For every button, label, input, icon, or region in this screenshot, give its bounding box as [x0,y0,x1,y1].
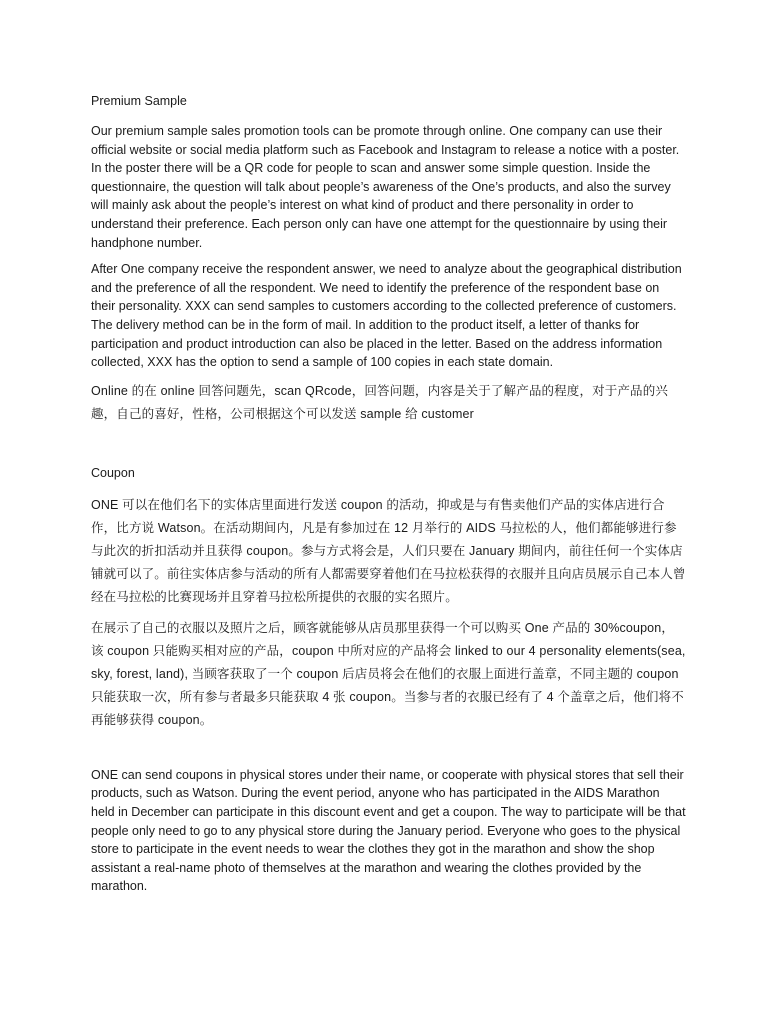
premium-sample-paragraph-1: Our premium sample sales promotion tools can be promote through online. One company can use their official website or social media platform such as Facebook and Instagram to release a notice with a poster. In the poster there will be a QR code for people to scan and answer some simple question. Inside the questionnaire, the question will talk about people’s awareness of the One’s products, and also the survey will mainly ask about the people’s interest on what kind of product and there personality in order to understand their preference. Each person only can have one attempt for the questionnaire by using their handphone number. [91,124,680,250]
section-heading-coupon: Coupon [91,465,135,480]
coupon-paragraph-2: 在展示了自己的衣服以及照片之后，顾客就能够从店员那里获得一个可以购买 One 产品的 30%coupon，该 coupon 只能购买相对应的产品，coupon 中所对应的产品将会 linked to our 4 personality elements(sea, sky, forest, land), 当顾客获取了一个 coupon 后店员将会在他们的衣服上面进行盖章，不同主题的 coupon 只能获取一次，所有参与者最多只能获取 4 张 coupon。当参与者的衣服已经有了 4 个盖章之后，他们将不再能够获得 coupon。 [91,620,686,727]
coupon-paragraph-3: ONE can send coupons in physical stores under their name, or cooperate with physical stores that sell their products, such as Watson. During the event period, anyone who has participated in the AIDS Marathon held in December can participate in this discount event and get a coupon. The way to participate will be that people only need to go to any physical store during the January period. Everyone who goes to the physical store to participate in the event needs to wear the clothes they got in the marathon and show the shop assistant a real-name photo of themselves at the marathon and wearing the clothes provided by the marathon. [91,767,686,894]
premium-sample-paragraph-2: After One company receive the respondent answer, we need to analyze about the geographical distribution and the preference of all the respondent. We need to identify the preference of the respondent base on their personality. XXX can send samples to customers according to the collected preference of customers. The delivery method can be in the form of mail. In addition to the product itself, a letter of thanks for participation and product introduction can also be placed in the letter. Based on the address information collected, XXX has the option to send a sample of 100 copies in each state domain. [91,262,682,370]
document-page [91,92,686,896]
premium-sample-paragraph-3: Online 的在 online 回答问题先，scan QRcode，回答问题，内容是关于了解产品的程度，对于产品的兴趣，自己的喜好，性格，公司根据这个可以发送 sample 给 customer [91,383,668,421]
section-heading-premium-sample: Premium Sample [91,94,187,108]
coupon-paragraph-1: ONE 可以在他们名下的实体店里面进行发送 coupon 的活动，抑或是与有售卖他们产品的实体店进行合作，比方说 Watson。在活动期间内，凡是有参加过在 12 月举行的 AIDS 马拉松的人，他们都能够进行参与此次的折扣活动并且获得 coupon。参与方式将会是，人们只要在 January 期间内，前往任何一个实体店铺就可以了。前往实体店参与活动的所有人都需要穿着他们在马拉松获得的衣服并且向店员展示自己本人曾经在马拉松的比赛现场并且穿着马拉松所提供的衣服的实名照片。 [91,497,686,604]
